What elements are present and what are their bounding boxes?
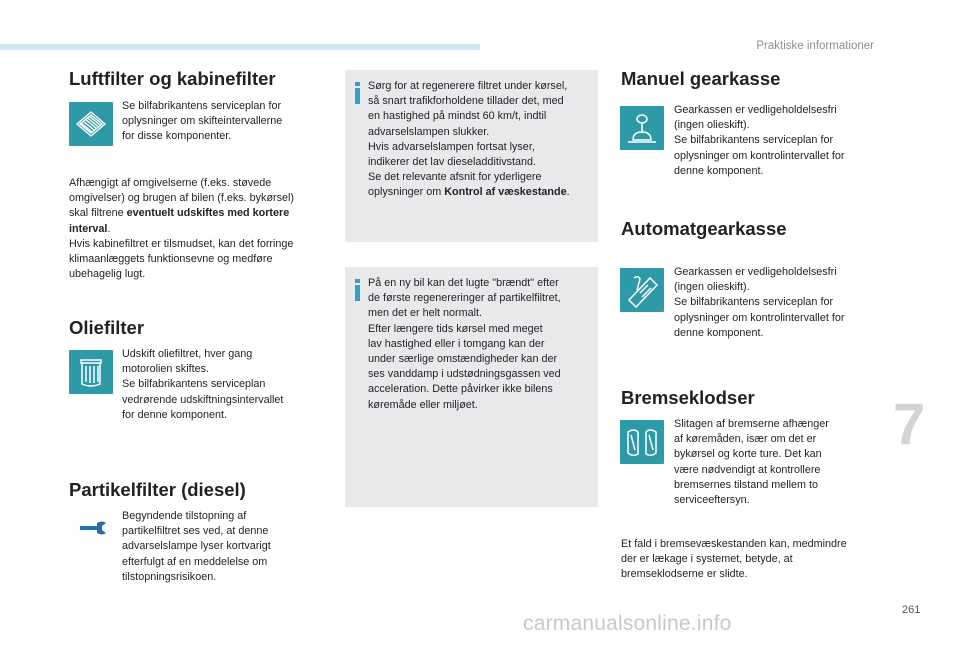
text-line: oplysninger om kontrolintervallet for	[674, 311, 845, 324]
text-line	[368, 185, 570, 200]
text-line: Hvis kabinefiltret er tilsmudset, kan det forringe	[69, 237, 294, 250]
text-line: så snart trafikforholdene tillader det, med	[368, 95, 564, 108]
text-line: efterfulgt af en meddelelse om	[122, 555, 268, 568]
text-line: der er lækage i systemet, betyde, at	[621, 553, 793, 566]
automatic-gearbox-icon	[620, 268, 664, 312]
text-line: under særlige omstændigheder kan der	[368, 353, 558, 366]
page-number: 261	[902, 604, 921, 616]
text-line: Begyndende tilstopning af	[122, 510, 247, 522]
text-line	[69, 222, 294, 237]
info-icon	[355, 279, 360, 301]
luftfilter-paragraph	[69, 176, 294, 282]
info-note-regeneration	[345, 70, 598, 242]
text-line: oplysninger om skifteintervallerne	[122, 115, 283, 128]
bremse-paragraph	[621, 537, 847, 583]
text-line: Slitagen af bremserne afhænger	[674, 418, 829, 430]
watermark: carmanualsonline.info	[523, 612, 732, 635]
heading-oliefilter: Oliefilter	[69, 317, 145, 338]
text-line: lav hastighed eller i tomgang kan der	[368, 337, 545, 350]
heading-manuel-gearkasse: Manuel gearkasse	[621, 68, 781, 89]
text-line: ubehagelig lugt.	[69, 268, 146, 281]
text-line: Afhængigt af omgivelserne (f.eks. støvede	[69, 177, 272, 189]
text-line: køremåde eller miljøet.	[368, 398, 478, 411]
text-line: Gearkassen er vedligeholdelsesfri	[674, 266, 837, 278]
text-line	[69, 206, 294, 221]
manuel-text	[674, 103, 844, 179]
text-line: Gearkassen er vedligeholdelsesfri	[674, 104, 837, 116]
chapter-number: 7	[893, 392, 926, 457]
header-accent-bar	[0, 44, 480, 50]
heading-bremseklodser: Bremseklodser	[621, 387, 755, 408]
text-span: oplysninger om	[368, 186, 445, 199]
text-line: Se bilfabrikantens serviceplan for	[674, 296, 834, 309]
text-line: motorolien skiftes.	[122, 363, 210, 376]
text-line: Se det relevante afsnit for yderligere	[368, 171, 542, 184]
heading-luftfilter: Luftfilter og kabinefilter	[69, 68, 276, 89]
text-span: skal filtrene	[69, 207, 127, 220]
text-line: vedrørende udskiftningsintervallet	[122, 393, 284, 406]
text-line: Et fald i bremsevæskestanden kan, medmindre	[621, 538, 847, 550]
text-line: (ingen olieskift).	[674, 119, 750, 132]
info-note-smell	[345, 267, 598, 507]
oil-filter-icon	[69, 350, 113, 394]
manual-gearbox-icon	[620, 106, 664, 150]
text-line: advarselslampe lyser kortvarigt	[122, 540, 271, 553]
text-line: Sørg for at regenerere filtret under kørsel,	[368, 80, 568, 92]
text-line: bremsernes tilstand mellem to	[674, 478, 819, 491]
text-line: Se bilfabrikantens serviceplan for	[674, 134, 834, 147]
text-line: en hastighed på mindst 60 km/t, indtil	[368, 110, 547, 123]
wrench-warning-icon	[78, 518, 108, 543]
text-line: indikerer det lav dieseladditivstand.	[368, 156, 537, 169]
text-line: serviceeftersyn.	[674, 494, 750, 507]
text-line: partikelfiltret ses ved, at denne	[122, 525, 269, 538]
text-line: for denne komponent.	[122, 408, 228, 421]
text-line: for disse komponenter.	[122, 130, 232, 143]
text-span: .	[107, 222, 111, 235]
bremse-text	[674, 417, 829, 508]
text-line: Efter længere tids kørsel med meget	[368, 322, 543, 335]
text-span: .	[566, 186, 570, 199]
text-line: advarselslampen slukker.	[368, 125, 490, 138]
text-line: klimaanlæggets funktionsevne og medføre	[69, 253, 273, 266]
heading-partikelfilter: Partikelfilter (diesel)	[69, 479, 246, 500]
note-text	[368, 276, 561, 413]
partikelfilter-text	[122, 509, 271, 585]
text-line: Se bilfabrikantens serviceplan for	[122, 100, 282, 112]
text-line: være nødvendigt at kontrollere	[674, 463, 821, 476]
text-line: ses vanddamp i udstødningsgassen ved	[368, 368, 561, 381]
text-line: omgivelser) og brugen af bilen (f.eks. bykørsel)	[69, 192, 295, 205]
text-line: acceleration. Dette påvirker ikke bilens	[368, 383, 553, 396]
text-line: Udskift oliefiltret, hver gang	[122, 348, 253, 360]
luftfilter-intro	[122, 99, 282, 145]
text-line: Hvis advarselslampen fortsat lyser,	[368, 140, 535, 153]
text-line: de første regenereringer af partikelfiltret,	[368, 292, 561, 305]
bold-text: eventuelt udskiftes med kortere	[126, 207, 290, 220]
brake-pads-icon	[620, 420, 664, 464]
note-text	[368, 79, 570, 201]
text-line: af køremåden, især om det er	[674, 433, 817, 446]
bold-text: Kontrol af væskestande	[444, 186, 567, 199]
text-line: denne komponent.	[674, 326, 764, 339]
automat-text	[674, 265, 844, 341]
text-line: bremseklodserne er slidte.	[621, 568, 748, 581]
text-line: På en ny bil kan det lugte "brændt" efter	[368, 277, 559, 289]
text-line: oplysninger om kontrolintervallet for	[674, 149, 845, 162]
oliefilter-text	[122, 347, 283, 423]
text-line: tilstopningsrisikoen.	[122, 570, 217, 583]
info-icon	[355, 82, 360, 104]
bold-text: interval	[69, 222, 108, 235]
text-line: bykørsel og korte ture. Det kan	[674, 448, 822, 461]
text-line: men det er helt normalt.	[368, 307, 483, 320]
heading-automatgearkasse: Automatgearkasse	[621, 218, 787, 239]
text-line: denne komponent.	[674, 164, 764, 177]
section-title: Praktiske informationer	[756, 40, 874, 52]
text-line: Se bilfabrikantens serviceplan	[122, 378, 266, 391]
cabin-filter-icon	[69, 102, 113, 146]
text-line: (ingen olieskift).	[674, 281, 750, 294]
